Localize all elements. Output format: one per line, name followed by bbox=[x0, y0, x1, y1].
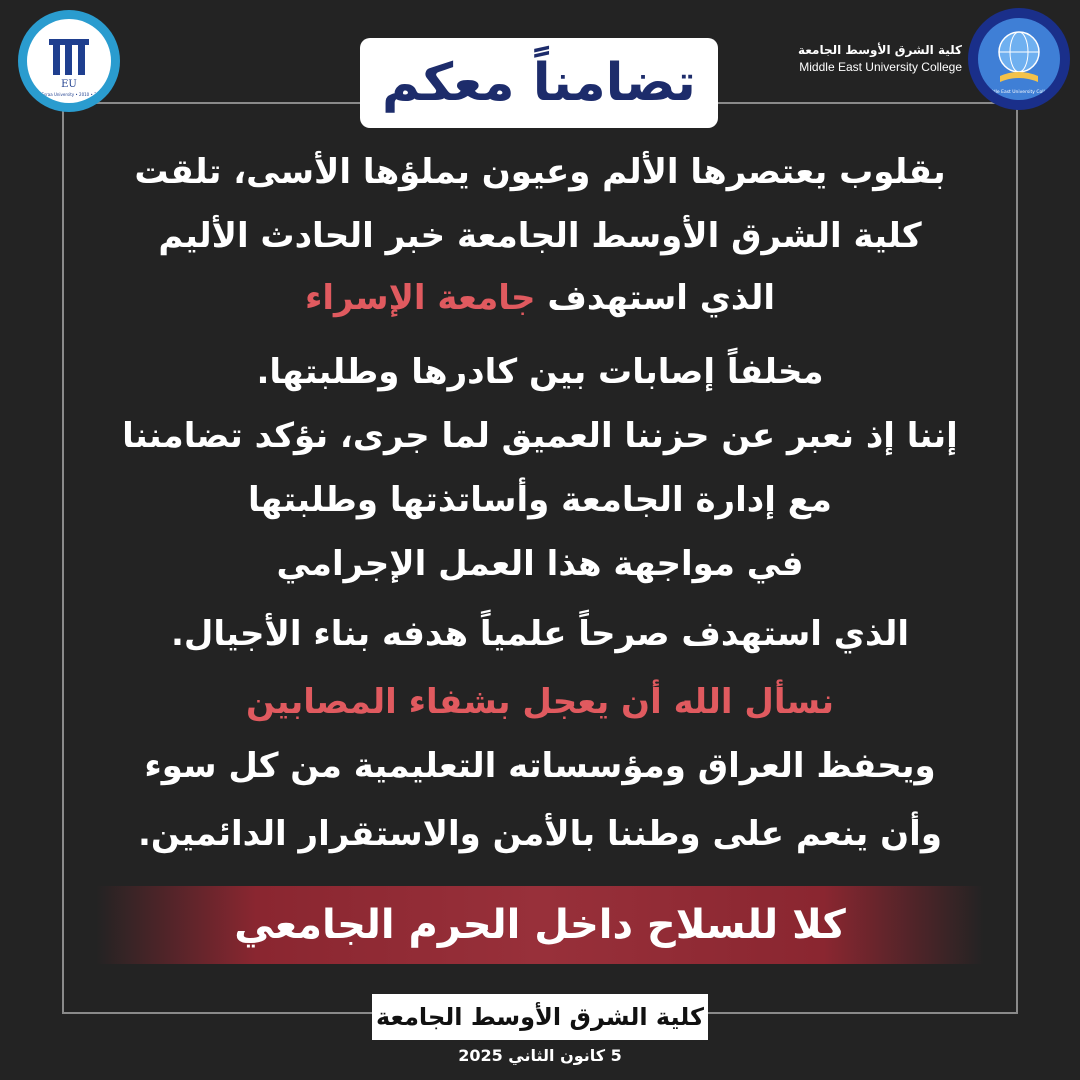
logo-eu-text: EU bbox=[61, 79, 77, 90]
page-title: تضامناً معكم bbox=[382, 53, 696, 113]
highlight-university-name: جامعة الإسراء bbox=[304, 278, 536, 318]
body-line-7: في مواجهة هذا العمل الإجرامي bbox=[276, 544, 804, 584]
prayer-line: نسأل الله أن يعجل بشفاء المصابين bbox=[246, 682, 834, 722]
post-date: 5 كانون الثاني 2025 bbox=[458, 1046, 622, 1065]
footer-college-box bbox=[372, 994, 708, 1040]
middle-east-college-logo bbox=[968, 8, 1070, 110]
body-line-11: وأن ينعم على وطننا بالأمن والاستقرار الدائمين. bbox=[138, 814, 942, 854]
slogan-banner bbox=[96, 886, 984, 964]
college-name-english: Middle East University College bbox=[799, 60, 962, 74]
body-line-3 bbox=[62, 276, 1018, 320]
logo-caption: Al - Esraa University • 2010 • 2011 bbox=[33, 92, 105, 97]
body-line-2: كلية الشرق الأوسط الجامعة خبر الحادث الأليم bbox=[158, 216, 922, 256]
body-line-10: ويحفظ العراق ومؤسساته التعليمية من كل سوء bbox=[144, 746, 936, 786]
college-name-arabic: كلية الشرق الأوسط الجامعة bbox=[797, 43, 962, 57]
al-esraa-university-logo bbox=[18, 10, 120, 112]
logo-caption-en: Middle East University College bbox=[984, 90, 1054, 95]
university-gate-icon bbox=[27, 19, 111, 103]
body-line-1: بقلوب يعتصرها الألم وعيون يملؤها الأسى، تلقت bbox=[134, 152, 946, 192]
body-line-6: مع إدارة الجامعة وأساتذتها وطلبتها bbox=[248, 480, 832, 520]
college-header bbox=[798, 42, 962, 76]
body-line-4: مخلفاً إصابات بين كادرها وطلبتها. bbox=[256, 352, 824, 392]
slogan-text: كلا للسلاح داخل الحرم الجامعي bbox=[234, 902, 846, 948]
globe-book-icon bbox=[978, 18, 1060, 100]
body-line-8: الذي استهدف صرحاً علمياً هدفه بناء الأجيال. bbox=[170, 614, 910, 654]
body-line-3-text: الذي استهدف bbox=[535, 278, 775, 318]
footer-college-name: كلية الشرق الأوسط الجامعة bbox=[375, 1003, 705, 1031]
title-box bbox=[360, 38, 718, 128]
body-line-5: إننا إذ نعبر عن حزننا العميق لما جرى، نؤكد تضامننا bbox=[122, 416, 958, 456]
